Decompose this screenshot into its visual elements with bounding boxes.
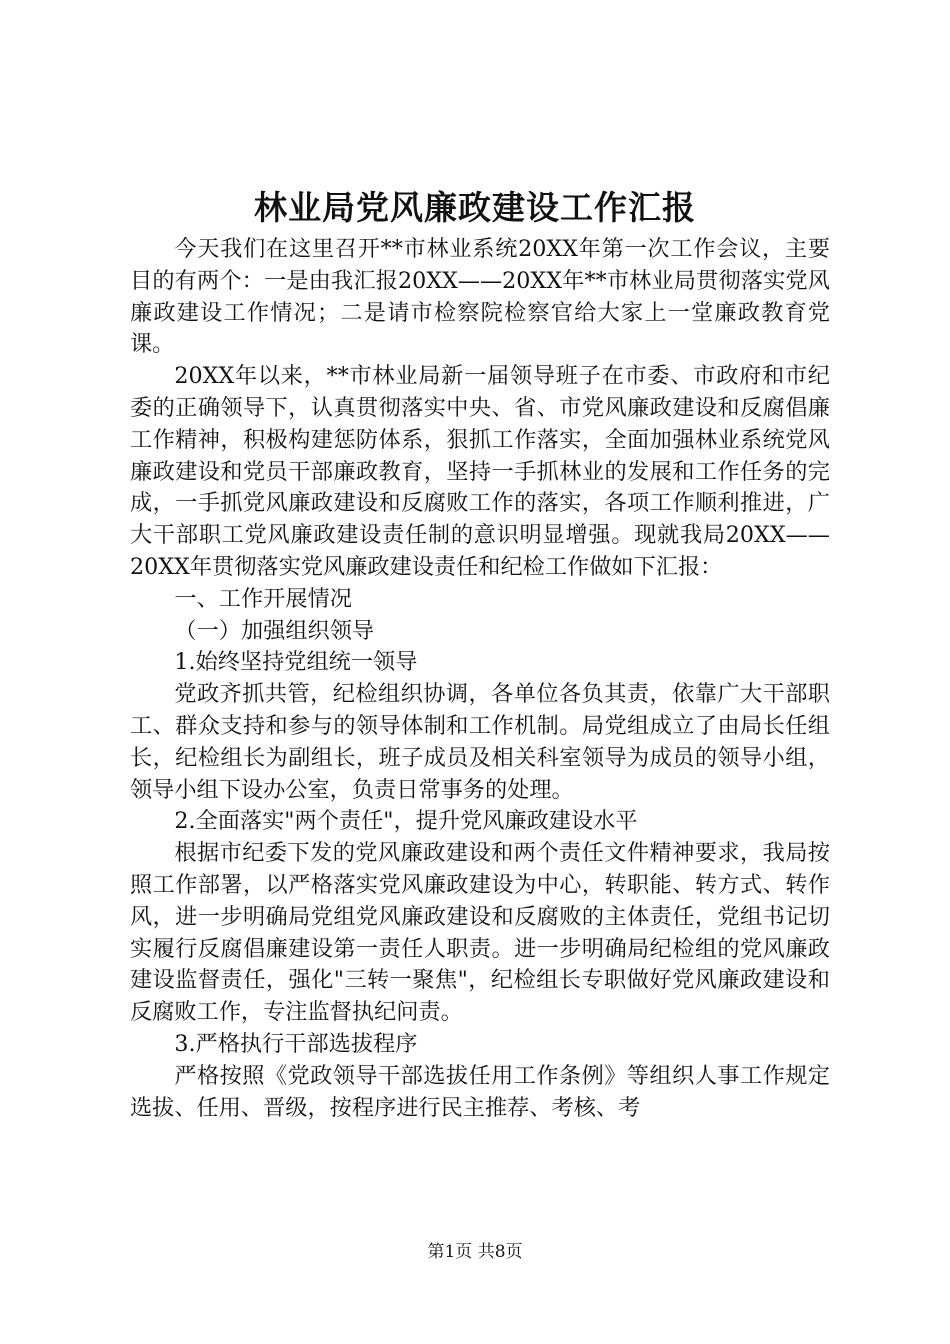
item-paragraph-2: 根据市纪委下发的党风廉政建设和两个责任文件精神要求，我局按照工作部署，以严格落实党风廉政建设为中心，转职能、转方式、转作风，进一步明确局党组党风廉政建设和反腐败的主体责任，党组书记切实履行反腐倡廉建设第一责任人职责。进一步明确局纪检组的党风廉政建设监督责任，强化"三转一聚焦"，纪检组长专职做好党风廉政建设和反腐败工作，专注监督执纪问责。	[130, 840, 830, 1026]
item-paragraph-3: 严格按照《党政领导干部选拔任用工作条例》等组织人事工作规定选拔、任用、晋级，按程序进行民主推荐、考核、考	[130, 1062, 830, 1121]
paragraph-intro: 今天我们在这里召开**市林业系统20XX年第一次工作会议，主要目的有两个：一是由我汇报20XX——20XX年**市林业局贯彻落实党风廉政建设工作情况；二是请市检察院检察官给大家上一堂廉政教育党课。	[130, 236, 830, 358]
item-heading-2: 2.全面落实"两个责任"，提升党风廉政建设水平	[174, 808, 638, 835]
section-heading: 一、工作开展情况	[174, 585, 352, 612]
page-footer: 第1页 共8页	[427, 1242, 523, 1262]
item-paragraph-1: 党政齐抓共管，纪检组织协调，各单位各负其责，依靠广大干部职工、群众支持和参与的领导体制和工作机制。局党组成立了由局长任组长，纪检组长为副组长，班子成员及相关科室领导为成员的领导小组，领导小组下设办公室，负责日常事务的处理。	[130, 681, 830, 803]
item-heading-3: 3.严格执行干部选拔程序	[174, 1030, 418, 1057]
document-body	[130, 234, 830, 1124]
subsection-heading: （一）加强组织领导	[174, 617, 375, 644]
paragraph-overview: 20XX年以来，**市林业局新一届领导班子在市委、市政府和市纪委的正确领导下，认真贯彻落实中央、省、市党风廉政建设和反腐倡廉工作精神，积极构建惩防体系，狠抓工作落实，全面加强林业系统党风廉政建设和党员干部廉政教育，坚持一手抓林业的发展和工作任务的完成，一手抓党风廉政建设和反腐败工作的落实，各项工作顺利推进，广大干部职工党风廉政建设责任制的意识明显增强。现就我局20XX——20XX年贯彻落实党风廉政建设责任和纪检工作做如下汇报：	[130, 363, 830, 580]
item-heading-1: 1.始终坚持党组统一领导	[174, 649, 418, 676]
document-title: 林业局党风廉政建设工作汇报	[254, 188, 696, 227]
